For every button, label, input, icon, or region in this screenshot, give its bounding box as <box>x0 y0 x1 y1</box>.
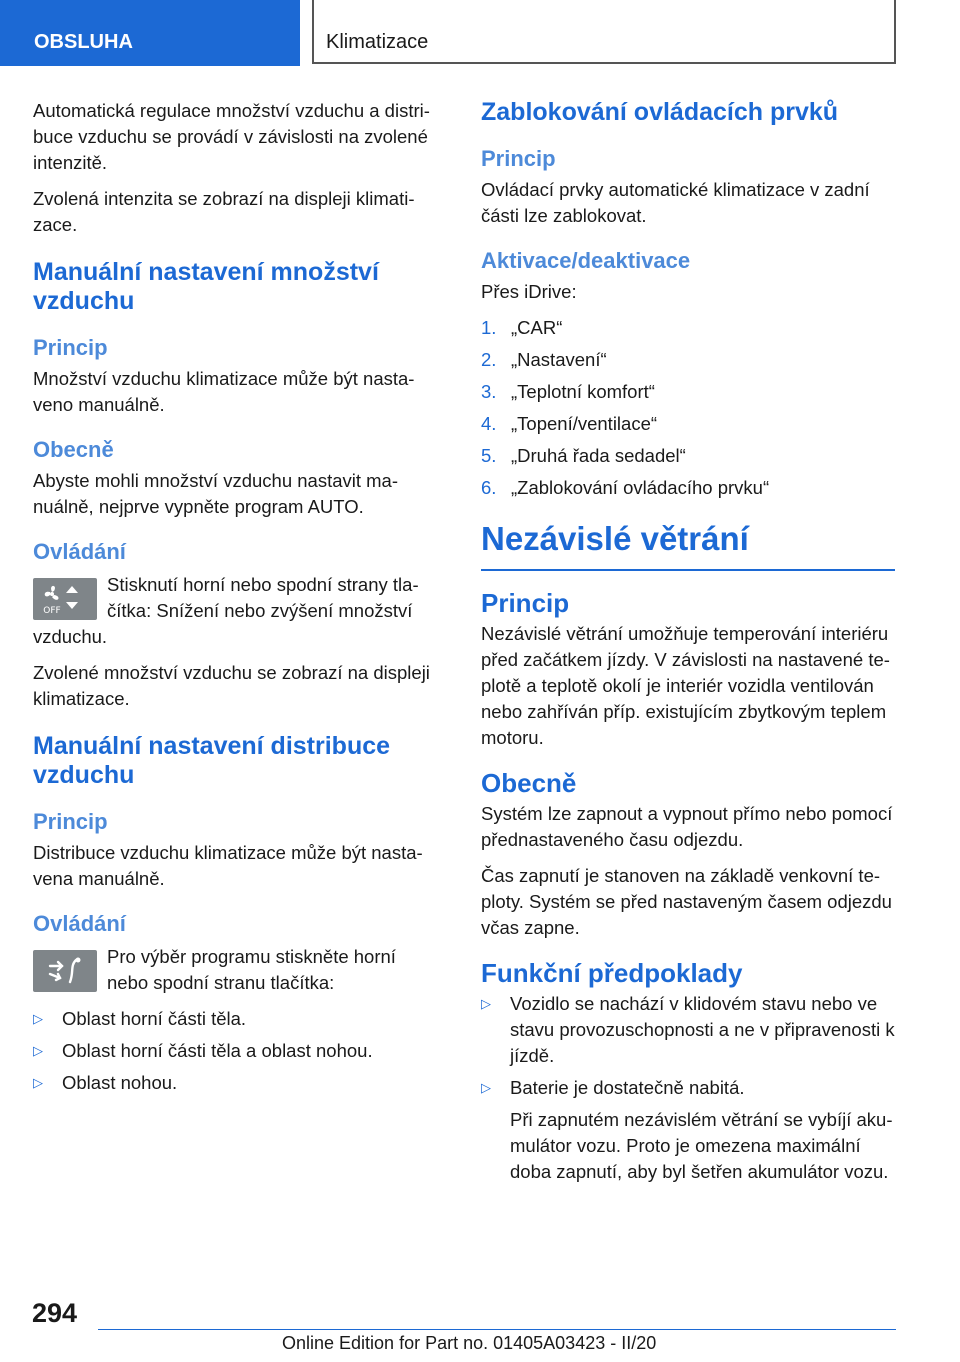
triangle-bullet-icon: ▷ <box>481 1080 491 1095</box>
section-tab: OBSLUHA <box>0 0 300 66</box>
list-item: 3. „Teplotní komfort“ <box>481 381 655 402</box>
right-column <box>481 98 895 1191</box>
obecne-text-1: Abyste mohli množství vzduchu nastavit manuálně, nejprve vypněte program AUTO. <box>33 470 399 517</box>
subheading-ovladani-1: Ovládání <box>33 539 126 564</box>
chapter-tab: Klimatizace <box>312 0 896 64</box>
intro-paragraph-1: Automatická regulace množství vzduchu a distribuce vzduchu se provádí v závislosti na zvolené intenzitě. <box>33 100 430 173</box>
list-item: 5. „Druhá řada sedadel“ <box>481 445 686 466</box>
obecne-text-4a: Systém lze zapnout a vypnout přímo nebo pomocí přednastaveného času odjezdu. <box>481 803 893 850</box>
list-item: ▷ Oblast horní části těla. <box>33 1006 437 1032</box>
subheading-princip-1: Princip <box>33 335 108 360</box>
idrive-text: Přes iDrive: <box>481 281 577 302</box>
subheading-princip-4: Princip <box>481 588 570 618</box>
fan-off-label: OFF <box>43 606 61 616</box>
distribution-control-block <box>33 944 437 996</box>
princip-text-2: Distribuce vzduchu klimatizace může být nastavena manuálně. <box>33 842 423 889</box>
list-item: ▷ Baterie je dostatečně nabitá. Při zapnutém nezávislém větrání se vybíjí akumulátor vozu. Proto je omezena maximální doba zapnutí, aby byl šetřen akumulátor vozu. <box>481 1075 895 1185</box>
footer-divider <box>98 1329 896 1330</box>
ovladani-text-1: Stisknutí horní nebo spodní strany tlačítka: Snížení nebo zvýšení množství vzduchu. <box>33 574 419 647</box>
page-number: 294 <box>32 1298 78 1328</box>
battery-note: Při zapnutém nezávislém větrání se vybíjí akumulátor vozu. Proto je omezena maximální doba zapnutí, aby byl šetřen akumulátor vozu. <box>510 1109 893 1182</box>
princip-text-3: Ovládací prvky automatické klimatizace v zadní části lze zablokovat. <box>481 179 870 226</box>
list-item: ▷ Oblast nohou. <box>33 1070 437 1096</box>
subheading-aktivace: Aktivace/deaktivace <box>481 248 691 273</box>
heading-independent-ventilation: Nezávislé větrání <box>481 519 895 571</box>
subheading-princip-3: Princip <box>481 146 556 171</box>
triangle-bullet-icon: ▷ <box>33 1011 43 1026</box>
subheading-ovladani-2: Ovládání <box>33 911 126 936</box>
edition-footer: Online Edition for Part no. 01405A03423 - II/20 <box>282 1333 657 1353</box>
fan-speed-button-icon <box>33 578 97 620</box>
left-column <box>33 98 437 1102</box>
princip-text-4: Nezávislé větrání umožňuje temperování interiéru před začátkem jízdy. V závislosti na nastavené teplotě a teplotě okolí je interiér vozidla ventilován nebo zahříván příp. existujícím zbytkovým teplem motoru. <box>481 623 890 748</box>
triangle-bullet-icon: ▷ <box>33 1043 43 1058</box>
heading-controls-lock: Zablokování ovládacích prvků <box>481 98 839 126</box>
fan-control-block <box>33 572 437 650</box>
princip-text-1: Množství vzduchu klimatizace může být nastaveno manuálně. <box>33 368 415 415</box>
triangle-bullet-icon: ▷ <box>33 1075 43 1090</box>
air-distribution-button-icon <box>33 950 97 992</box>
triangle-bullet-icon: ▷ <box>481 996 491 1011</box>
list-item: 4. „Topení/ventilace“ <box>481 413 658 434</box>
idrive-steps-list <box>481 315 895 501</box>
subheading-funkcni: Funkční předpoklady <box>481 958 743 988</box>
list-item: 1. „CAR“ <box>481 317 563 338</box>
heading-manual-air-distribution: Manuální nastavení distribuce vzduchu <box>33 732 391 789</box>
page-header <box>0 0 960 66</box>
intro-paragraph-2: Zvolená intenzita se zobrazí na displeji klimatizace. <box>33 188 415 235</box>
obecne-text-4b: Čas zapnutí je stanoven na základě venkovní teploty. Systém se před nastaveným časem odjezdu včas zapne. <box>481 865 892 938</box>
subheading-obecne-1: Obecně <box>33 437 114 462</box>
ovladani-text-1b: Zvolené množství vzduchu se zobrazí na displeji klimatizace. <box>33 662 430 709</box>
list-item: 2. „Nastavení“ <box>481 349 607 370</box>
list-item: ▷ Oblast horní části těla a oblast nohou. <box>33 1038 437 1064</box>
heading-manual-air-amount: Manuální nastavení množství vzduchu <box>33 258 379 315</box>
ovladani-text-2: Pro výběr programu stiskněte horní nebo spodní stranu tlačítka: <box>107 946 396 993</box>
subheading-obecne-4: Obecně <box>481 768 577 798</box>
prerequisites-list <box>481 991 895 1185</box>
distribution-options-list <box>33 1006 437 1096</box>
list-item: 6. „Zablokování ovládacího prvku“ <box>481 477 770 498</box>
subheading-princip-2: Princip <box>33 809 108 834</box>
list-item: ▷ Vozidlo se nachází v klidovém stavu nebo ve stavu provozuschopnosti a ne v připravenosti k jízdě. <box>481 993 895 1066</box>
